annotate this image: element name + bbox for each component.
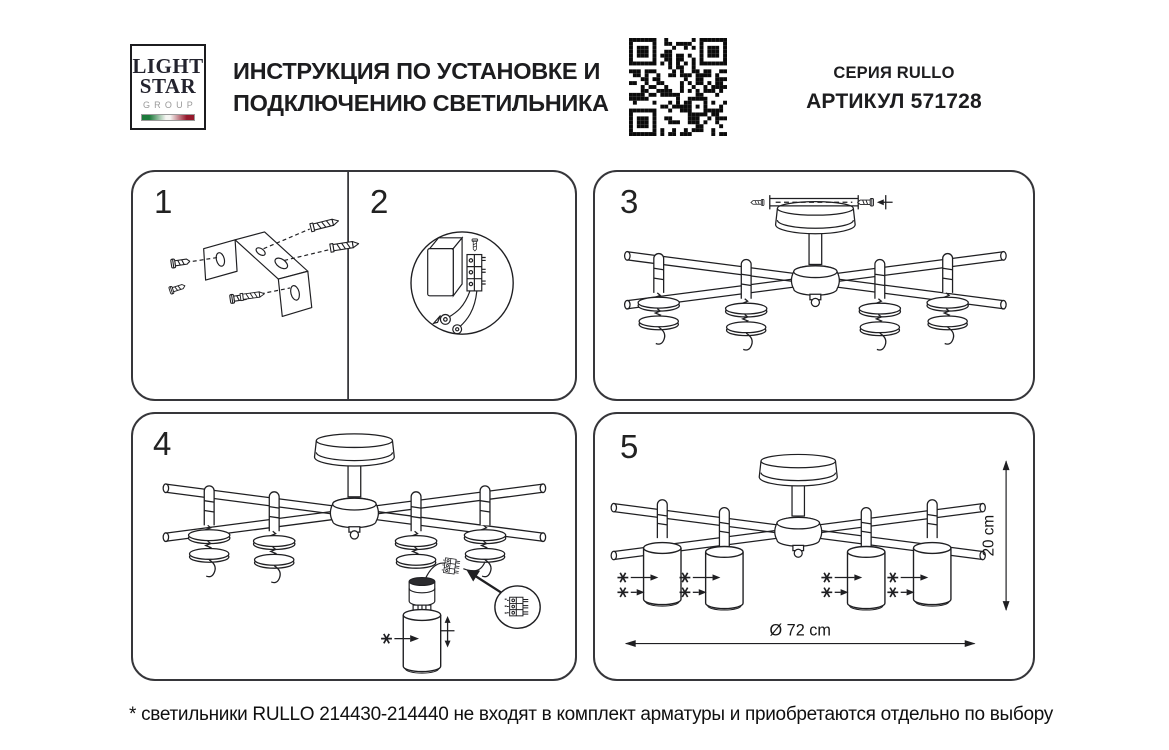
footnote: * светильники RULLO 214430-214440 не входят в комплект арматуры и приобретаются отдельно по выбору — [129, 704, 1054, 725]
lamp-holder-post — [861, 508, 871, 546]
lamp-holder — [638, 254, 679, 345]
screw-icon — [171, 257, 191, 268]
panel-step-4 — [131, 412, 577, 681]
asterisk-marker — [381, 634, 392, 643]
height-dimension-label: 20 cm — [980, 514, 998, 557]
lamp-shade — [644, 543, 681, 607]
panel-steps-1-2 — [131, 170, 577, 401]
italian-flag-bar — [141, 114, 195, 121]
lamp-shade — [403, 610, 440, 674]
screw-icon — [472, 239, 478, 251]
step-2-number: 2 — [370, 183, 389, 220]
mounting-bracket-drawing — [169, 217, 360, 317]
lamp-holder — [927, 254, 968, 345]
screw-direction-arrow — [877, 195, 893, 209]
chandelier-frame-drawing — [163, 434, 545, 583]
lightstar-logo — [130, 44, 206, 130]
lamp-holder — [859, 259, 900, 350]
step-1-number: 1 — [154, 183, 173, 220]
lamp-shade — [913, 543, 950, 607]
width-dimension — [625, 622, 976, 647]
screw-icon — [858, 199, 874, 207]
arrow-head — [965, 640, 976, 647]
step-5-number: 5 — [620, 428, 639, 465]
steps-1-2-drawing — [133, 172, 575, 399]
title-line-2: ПОДКЛЮЧЕНИЮ СВЕТИЛЬНИКА — [233, 90, 609, 117]
panel-step-3 — [593, 170, 1035, 401]
page-title — [233, 55, 609, 119]
step-3-number: 3 — [620, 183, 639, 220]
panel-step-5 — [593, 412, 1035, 681]
step-4-number: 4 — [153, 425, 172, 462]
lamp-shade — [706, 547, 743, 611]
logo-word-group: GROUP — [142, 99, 197, 110]
step-3-drawing — [595, 172, 1033, 399]
logo-word-light: LIGHT — [132, 54, 204, 79]
shade-install-drawing — [381, 610, 454, 674]
screw-icon — [169, 282, 186, 294]
lamp-holder — [395, 492, 436, 568]
lamp-holder-post — [657, 500, 667, 538]
logo-word-star: STAR — [139, 73, 197, 98]
lamp-shade — [847, 547, 884, 611]
wall-anchor-icon — [240, 290, 265, 300]
wall-anchor-icon — [310, 217, 340, 232]
product-info — [770, 64, 1018, 114]
arrow-head — [1003, 601, 1010, 611]
arrow-head — [625, 640, 636, 647]
step-5-drawing — [595, 414, 1033, 679]
wall-anchor-icon — [330, 240, 359, 253]
arrow-head — [1003, 460, 1010, 470]
width-dimension-label: Ø 72 cm — [769, 621, 831, 640]
assembled-chandelier-drawing — [611, 454, 985, 610]
series-label: СЕРИЯ RULLO — [833, 64, 955, 82]
terminal-block-icon — [441, 558, 460, 575]
screw-icon — [441, 616, 455, 648]
title-line-1: ИНСТРУКЦИЯ ПО УСТАНОВКЕ И — [233, 58, 601, 84]
wire — [463, 562, 485, 571]
lamp-holder-post — [927, 500, 937, 538]
chandelier-frame-drawing — [625, 202, 1007, 350]
step-4-drawing — [133, 414, 575, 679]
qr-code — [629, 38, 727, 136]
pointer-arrow — [473, 575, 501, 593]
lamp-holder-post — [719, 508, 729, 546]
article-label: АРТИКУЛ 571728 — [806, 90, 982, 113]
wiring-connection-drawing — [411, 232, 513, 334]
lamp-holder — [254, 492, 295, 583]
height-dimension — [980, 460, 1009, 611]
screw-icon — [751, 199, 764, 205]
